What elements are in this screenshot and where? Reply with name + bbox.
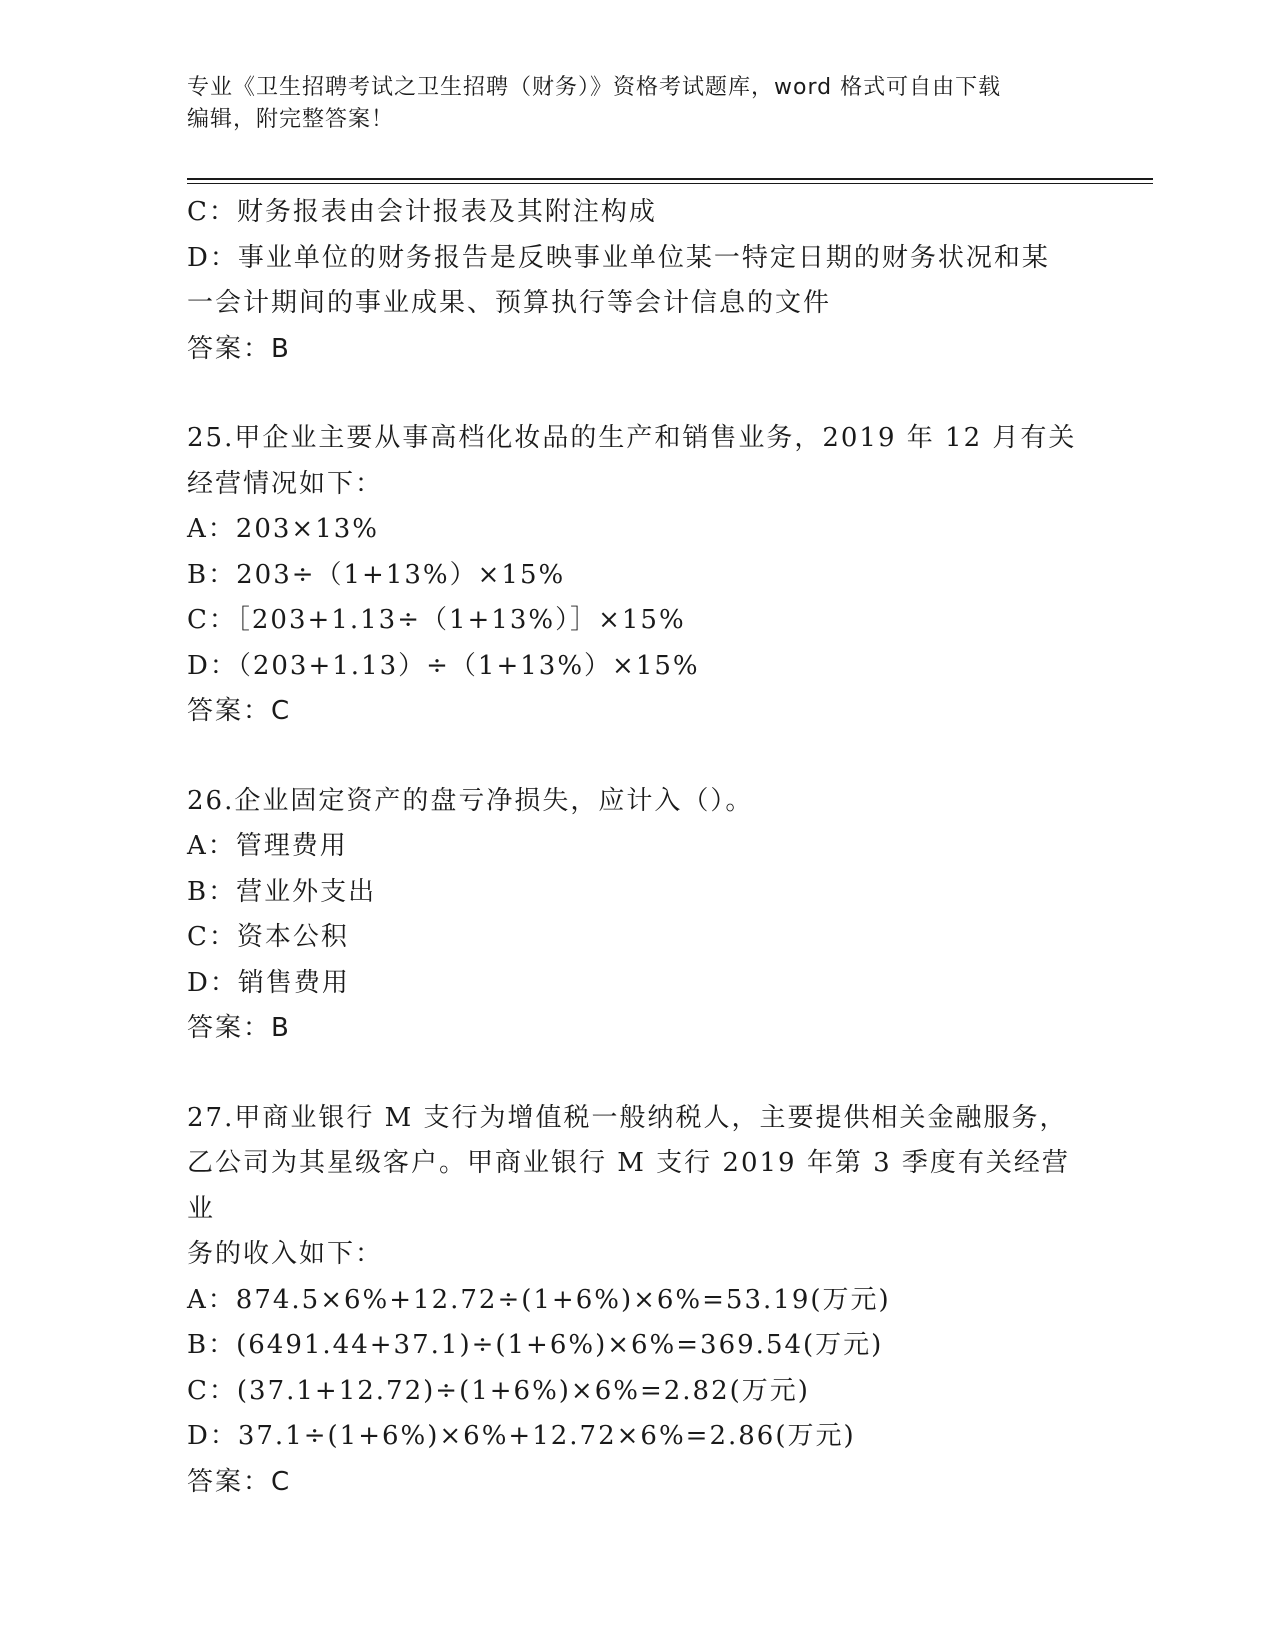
option-d: D：销售费用 (187, 967, 350, 998)
question-stem-line-2: 乙公司为其星级客户。甲商业银行 M 支行 2019 年第 3 季度有关经营业 (187, 1148, 1070, 1224)
option-a: A：874.5×6%+12.72÷(1+6%)×6%=53.19(万元) (187, 1284, 891, 1315)
spacer (187, 735, 1087, 779)
answer: 答案：C (187, 696, 292, 726)
question-content (187, 190, 1087, 1505)
answer: 答案：C (187, 1466, 292, 1497)
header-rule-thin (187, 183, 1153, 184)
option-c: C：(37.1+12.72)÷(1+6%)×6%=2.82(万元) (187, 1375, 810, 1406)
question-26 (187, 779, 1087, 1052)
option-c: C：［203+1.13÷（1+13%）］×15% (187, 605, 686, 635)
header-rule-thick (187, 178, 1153, 180)
option-a: A：管理费用 (187, 831, 348, 861)
option-c: C：财务报表由会计报表及其附注构成 (187, 197, 657, 227)
spacer (187, 372, 1087, 416)
question-24-tail (187, 190, 1087, 372)
question-25 (187, 416, 1087, 735)
header-line-1: 专业《卫生招聘考试之卫生招聘（财务）》资格考试题库，word 格式可自由下载 (187, 75, 1002, 100)
option-c: C：资本公积 (187, 922, 349, 952)
question-stem-line-1: 27.甲商业银行 M 支行为增值税一般纳税人，主要提供相关金融服务， (187, 1102, 1068, 1133)
option-d-line-1: D：事业单位的财务报告是反映事业单位某一特定日期的财务状况和某 (187, 242, 1050, 273)
option-d: D：（203+1.13）÷（1+13%）×15% (187, 650, 700, 681)
option-b: B：203÷（1+13%）×15% (187, 559, 566, 590)
question-stem-line-3: 务的收入如下： (187, 1239, 384, 1269)
answer: 答案：B (187, 333, 291, 364)
header-line-2: 编辑，附完整答案！ (187, 107, 395, 132)
page-header (187, 72, 1087, 136)
option-b: B：营业外支出 (187, 876, 377, 907)
option-d: D：37.1÷(1+6%)×6%+12.72×6%=2.86(万元) (187, 1421, 856, 1451)
question-27 (187, 1096, 1087, 1506)
option-a: A：203×13% (187, 514, 379, 544)
question-stem-line-2: 经营情况如下： (187, 468, 384, 499)
option-b: B：(6491.44+37.1)÷(1+6%)×6%=369.54(万元) (187, 1330, 884, 1360)
spacer (187, 1052, 1087, 1096)
answer: 答案：B (187, 1013, 291, 1043)
question-stem-line-1: 25.甲企业主要从事高档化妆品的生产和销售业务，2019 年 12 月有关 (187, 423, 1077, 453)
option-d-line-2: 一会计期间的事业成果、预算执行等会计信息的文件 (187, 288, 832, 318)
question-stem-line-1: 26.企业固定资产的盘亏净损失，应计入（）。 (187, 785, 754, 816)
